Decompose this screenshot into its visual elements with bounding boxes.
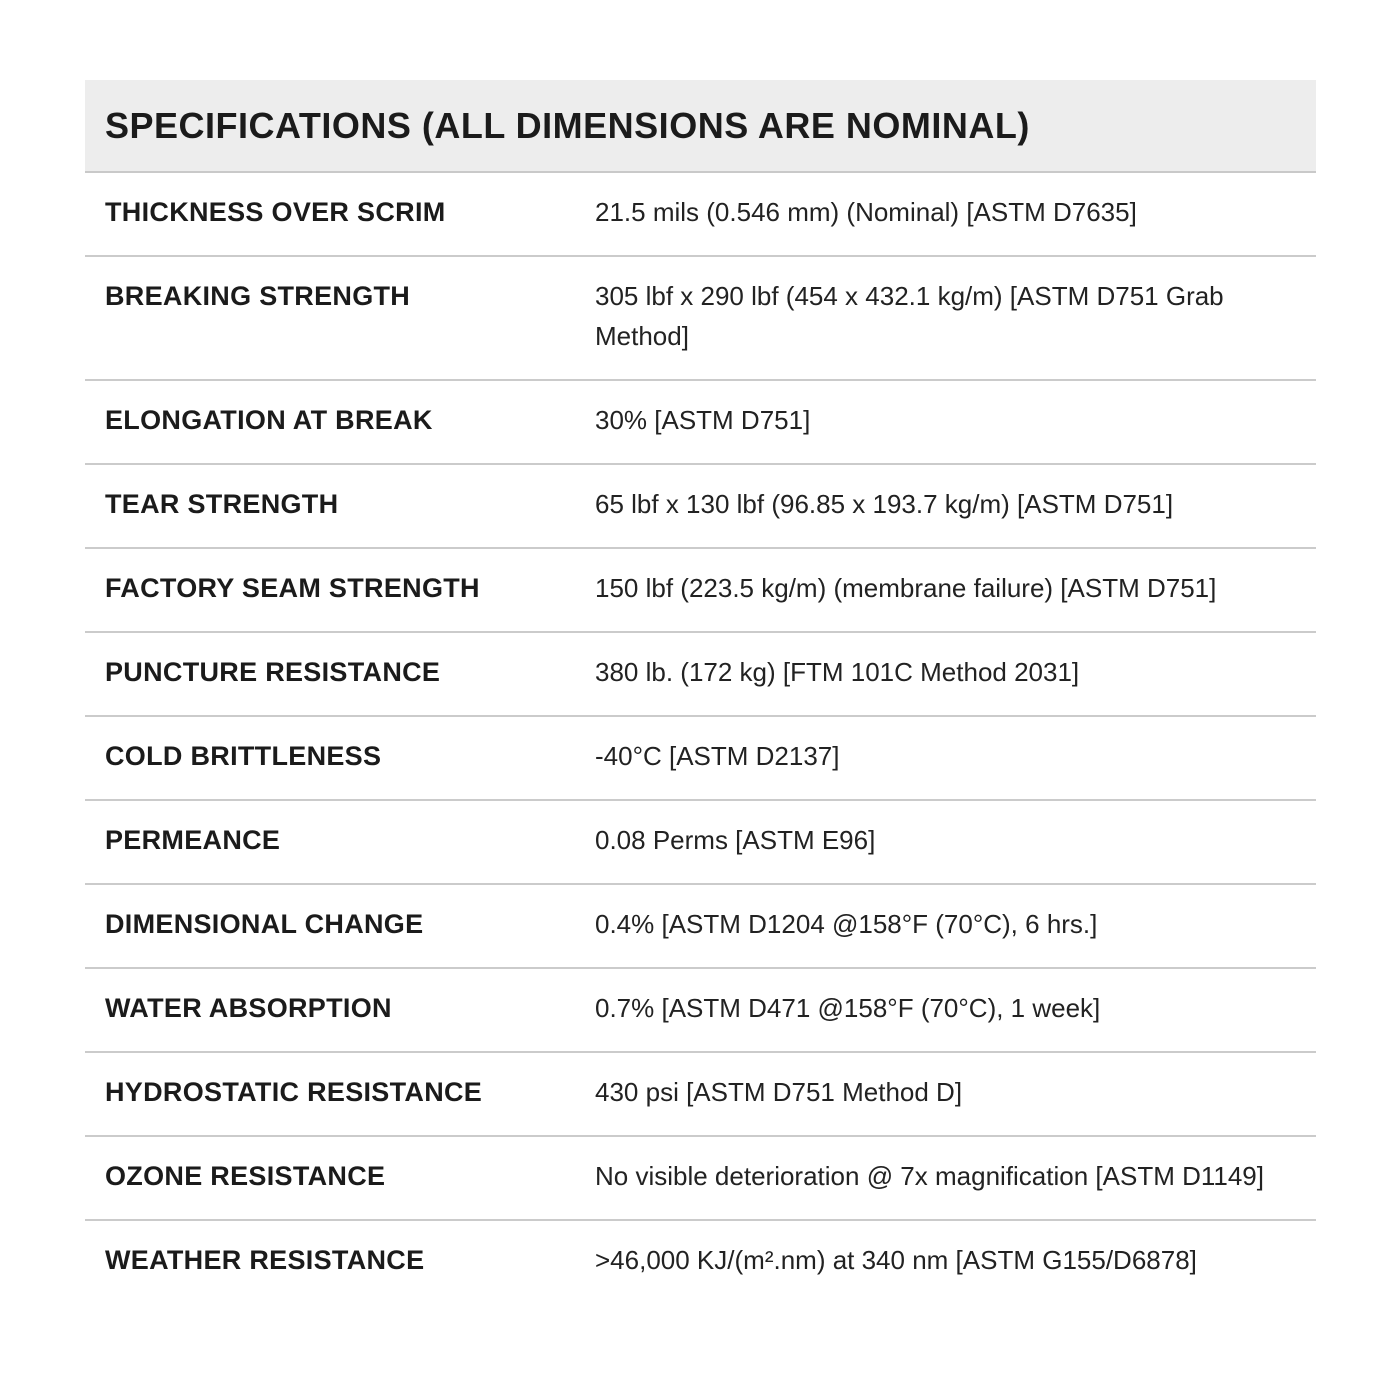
spec-table-row — [85, 173, 1316, 257]
spec-property-label: WATER ABSORPTION — [105, 993, 392, 1023]
spec-property-value: 21.5 mils (0.546 mm) (Nominal) [ASTM D7635] — [595, 197, 1137, 227]
spec-property-label: TEAR STRENGTH — [105, 489, 339, 519]
spec-property-label: HYDROSTATIC RESISTANCE — [105, 1077, 483, 1107]
spec-table-row — [85, 381, 1316, 465]
spec-property-label: PERMEANCE — [105, 825, 281, 855]
specifications-header-bar — [85, 80, 1316, 173]
spec-table-row — [85, 969, 1316, 1053]
spec-property-label: DIMENSIONAL CHANGE — [105, 909, 424, 939]
specifications-table — [85, 173, 1316, 1303]
spec-property-value: -40°C [ASTM D2137] — [595, 741, 840, 771]
spec-property-value: >46,000 KJ/(m².nm) at 340 nm [ASTM G155/D6878] — [595, 1245, 1197, 1275]
spec-property-value: 0.7% [ASTM D471 @158°F (70°C), 1 week] — [595, 993, 1101, 1023]
spec-property-label: OZONE RESISTANCE — [105, 1161, 386, 1191]
specifications-title: SPECIFICATIONS (ALL DIMENSIONS ARE NOMINAL) — [105, 104, 1030, 146]
spec-table-row — [85, 549, 1316, 633]
spec-property-label: COLD BRITTLENESS — [105, 741, 382, 771]
spec-property-value: 0.4% [ASTM D1204 @158°F (70°C), 6 hrs.] — [595, 909, 1098, 939]
spec-property-value: 305 lbf x 290 lbf (454 x 432.1 kg/m) [ASTM D751 Grab Method] — [595, 281, 1224, 351]
spec-property-label: FACTORY SEAM STRENGTH — [105, 573, 480, 603]
spec-property-value: 0.08 Perms [ASTM E96] — [595, 825, 876, 855]
spec-property-value: 30% [ASTM D751] — [595, 405, 811, 435]
spec-table-row — [85, 1221, 1316, 1303]
spec-property-value: 430 psi [ASTM D751 Method D] — [595, 1077, 963, 1107]
spec-table-row — [85, 1137, 1316, 1221]
spec-property-label: ELONGATION AT BREAK — [105, 405, 433, 435]
spec-property-label: WEATHER RESISTANCE — [105, 1245, 425, 1275]
spec-table-row — [85, 1053, 1316, 1137]
spec-table-row — [85, 717, 1316, 801]
spec-property-label: BREAKING STRENGTH — [105, 281, 411, 311]
spec-table-row — [85, 885, 1316, 969]
spec-property-label: PUNCTURE RESISTANCE — [105, 657, 441, 687]
spec-table-row — [85, 633, 1316, 717]
spec-property-value: No visible deterioration @ 7x magnification [ASTM D1149] — [595, 1161, 1264, 1191]
spec-table-row — [85, 801, 1316, 885]
specifications-section — [85, 80, 1316, 1303]
spec-table-row — [85, 465, 1316, 549]
spec-property-value: 65 lbf x 130 lbf (96.85 x 193.7 kg/m) [ASTM D751] — [595, 489, 1174, 519]
spec-property-value: 150 lbf (223.5 kg/m) (membrane failure) [ASTM D751] — [595, 573, 1217, 603]
spec-property-label: THICKNESS OVER SCRIM — [105, 197, 446, 227]
spec-table-row — [85, 257, 1316, 381]
spec-property-value: 380 lb. (172 kg) [FTM 101C Method 2031] — [595, 657, 1080, 687]
